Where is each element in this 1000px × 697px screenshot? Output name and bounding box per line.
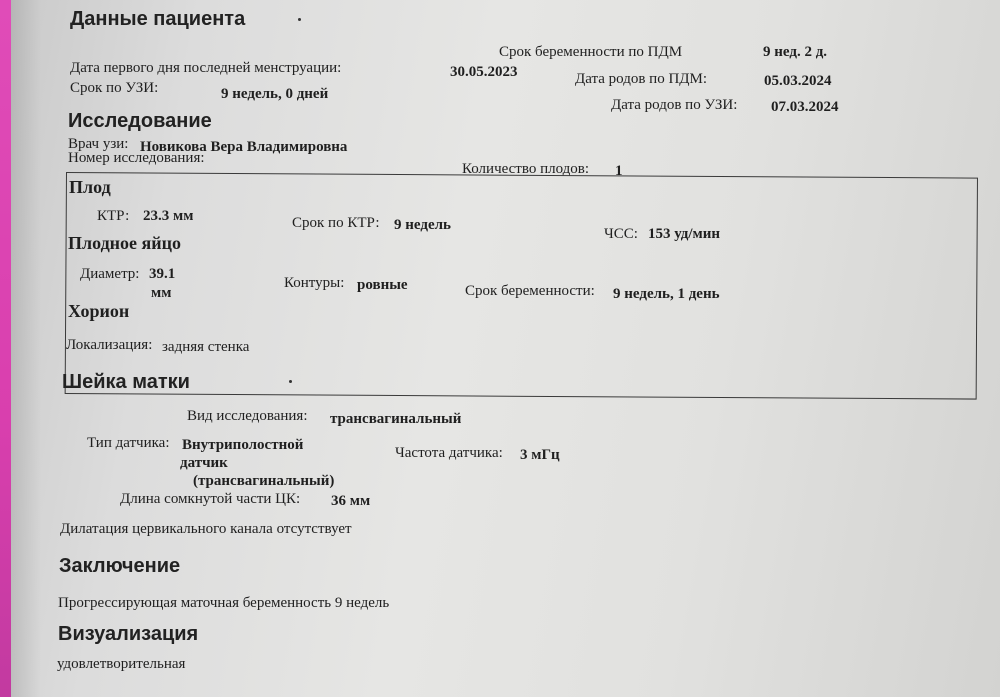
lmp-value: 30.05.2023 [450,64,518,80]
cervix-length-value: 36 мм [331,493,371,509]
sac-contour-label: Контуры: [284,275,345,291]
edd-lmp-label: Дата родов по ПДМ: [575,71,708,87]
freq-label: Частота датчика: [395,445,503,461]
crl-label: КТР: [97,208,130,224]
sac-ga-label: Срок беременности: [465,283,595,299]
probe-value-line3: (трансвагинальный) [193,473,335,489]
exam-type-value: трансвагинальный [330,411,462,427]
ga-crl-label: Срок по КТР: [292,215,380,231]
visualization-text: удовлетворительная [57,656,186,672]
cervix-heading: Шейка матки [62,371,190,393]
chorion-location-value: задняя стенка [162,339,250,355]
cervix-length-label: Длина сомкнутой части ЦК: [120,491,301,507]
ga-lmp-value: 9 нед. 2 д. [763,44,828,60]
page-shadow [11,0,41,697]
hr-value: 153 уд/мин [648,226,721,242]
chorion-location-label: Локализация: [66,337,153,353]
sac-heading: Плодное яйцо [68,233,182,253]
dilation-text: Дилатация цервикального канала отсутствует [60,521,352,537]
doctor-label: Врач узи: [68,136,129,152]
edd-us-label: Дата родов по УЗИ: [611,97,738,113]
lmp-label: Дата первого дня последней менструации: [70,60,342,76]
chorion-heading: Хорион [68,301,130,321]
patient-heading: Данные пациента [70,8,246,30]
fetus-count-value: 1 [615,163,623,179]
hr-label: ЧСС: [604,226,638,242]
sac-contour-value: ровные [357,277,408,293]
sac-ga-value: 9 недель, 1 день [613,286,720,302]
exam-type-label: Вид исследования: [187,408,308,424]
sac-diameter-unit: мм [151,285,172,301]
probe-value-line1: Внутриполостной [182,437,304,453]
ga-crl-value: 9 недель [394,217,451,233]
conclusion-text: Прогрессирующая маточная беременность 9 недель [58,595,390,611]
visualization-heading: Визуализация [58,623,199,645]
crl-value: 23.3 мм [143,208,194,224]
probe-value-line2: датчик [180,455,228,471]
sac-diameter-label: Диаметр: [80,266,140,282]
study-heading: Исследование [68,110,212,132]
ga-lmp-label: Срок беременности по ПДМ [499,44,683,60]
ga-us-label: Срок по УЗИ: [70,80,159,96]
ga-us-value: 9 недель, 0 дней [221,86,329,102]
fetus-count-label: Количество плодов: [462,161,590,177]
speck [298,18,301,21]
freq-value: 3 мГц [520,447,560,463]
page-edge-pink [0,0,11,697]
edd-us-value: 07.03.2024 [771,99,839,115]
study-number-label: Номер исследования: [68,150,205,166]
edd-lmp-value: 05.03.2024 [764,73,832,89]
fetus-heading: Плод [69,177,111,197]
probe-label: Тип датчика: [87,435,170,451]
conclusion-heading: Заключение [59,555,181,577]
speck [289,380,292,383]
doctor-value: Новикова Вера Владимировна [140,139,348,155]
sac-diameter-value: 39.1 [149,266,176,282]
